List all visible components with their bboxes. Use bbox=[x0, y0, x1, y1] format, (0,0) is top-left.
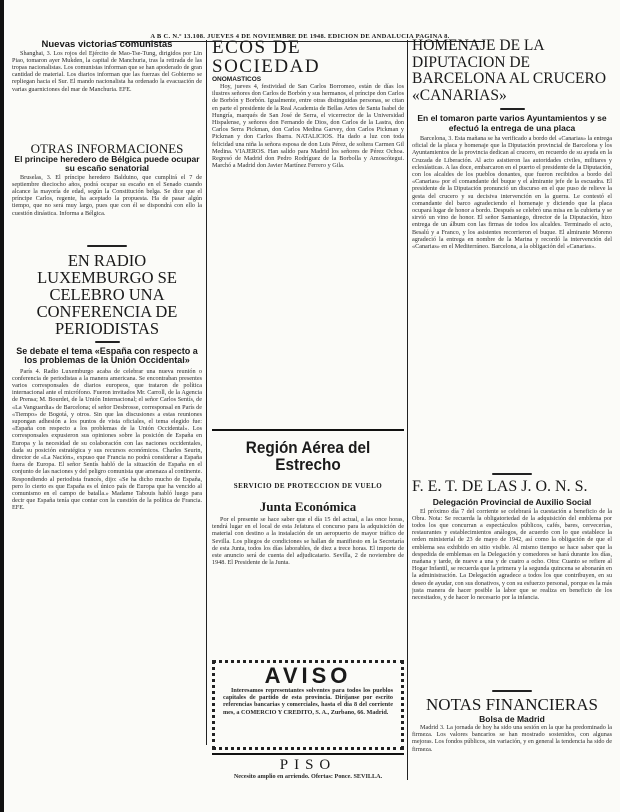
section-kicker: OTRAS INFORMACIONES bbox=[30, 140, 184, 156]
article-body: Shanghai, 3. Los rojos del Ejército de Mao-Tse-Tung, dirigidos por Lin Piao, tomaron ayer Mukden, la capital de Manchuria, tras la retirada de las tropas nacionalistas. Los comunistas informan que se han apoderado de gran cantidad de material. Los diarios informan que las fuerzas del Gobierno se repliegan hacia el Sur. El mando nacionalista ha ordenado la evacuación de varias guarniciones del mar de Manchuria. EFE. bbox=[12, 49, 202, 93]
ad-heading: Junta Económica bbox=[259, 499, 357, 514]
article-subheadline: Se debate el tema «España con respecto a los problemas de la Unión Occidental» bbox=[16, 345, 198, 365]
divider bbox=[212, 753, 404, 755]
article-headline: Nuevas victorias comunistas bbox=[41, 39, 173, 50]
middle-column bbox=[212, 38, 404, 780]
ad-subtitle: SERVICIO DE PROTECCION DE VUELO bbox=[233, 482, 383, 490]
ad-title: Región Aérea del Estrecho bbox=[245, 438, 371, 474]
aviso-ad bbox=[212, 660, 404, 750]
ornament bbox=[492, 690, 532, 692]
divider bbox=[212, 429, 404, 431]
column-rule bbox=[206, 40, 207, 745]
article-headline: El principe heredero de Bélgica puede ocupar su escaño senatorial bbox=[14, 153, 200, 173]
article-body: Hoy, jueves 4, festividad de San Carlos Borromeo, están de días los ilustres señores don Carlos de Borbón y sus hermanos, el príncipe don Carlos de Borbón y Borbón. Igualmente, entre otras distinguidas personas, se citan en parte el presidente de la Real Academia de Bellas Artes de Santa Isabel de Hungría, marqués de San José de Serra, el vicerrector de la Universidad Hispalense, y señores don Fernando de Dios, don Carlos de la Lastra, don Carlos Serra Pickman, don Carlos Medina Garvey, don Carlos Pickman y Pickman y don Carlos Ibarra. NATALICIOS. Ha dado a luz con toda felicidad una niña la señora esposa de don Luis Pérez, de soltera Carmen Gil Medina. VIAJEROS. Han salido para Madrid los señores de Pérez Ochoa. Regresó de Madrid don Pedro Rodríguez de la Borbolla y Amoscótegui. Marchó a Madrid don Javier Martínez Ferrero y Gila. bbox=[212, 83, 404, 170]
column-rule bbox=[407, 40, 408, 780]
article-body: París 4. Radio Luxemburgo acaba de celebrar una nueva reunión o conferencia de periodistas a la manera americana. Se encontraban presentes varios corresponsales de diarios europeos, que trataron de política internacional ante el micrófono. Fueron invitados Mr. Carroll, de la Agencia de Prensa; M. Bourdet, de la Unión Internacional; el señor Carlos Sentís, de «La Vanguardia» de Barcelona; el señor Desbrosse, corresponsal en París de «Tiempo» de Bogotá, y otros. Sin que las discusiones a estas reuniones supongan adhesión a los puntos de vista oficiales, el tema elegido fue: «España con respecto a los problemas de la Unión Occidental». Los corresponsales expusieron sus opiniones sobre la posición de España en Europa y la necesidad de su colaboración con las naciones occidentales, dada su posición estratégica y sus recursos económicos. Charles Seurin, director de «La Nación», expuso que Francia no podrá considerar a España fuera de Europa. El señor Sentís habló de la situación de España en el conjunto de las naciones y del peligro comunista que amenaza al continente. Respondiendo al periodista francés, dijo: «Se ha dicho mucho de España, pero lo cierto es que España es el único país de Europa que ha vencido al comunismo en el campo de batalla.» Madame Tabouis habló luego para decir que España tenía que contar con la cuestión de la política de Francia. EFE. bbox=[12, 367, 202, 512]
ad-title: AVISO bbox=[264, 663, 352, 688]
article-body: Bruselas, 3. El príncipe heredero Balduino, que cumplirá el 7 de septiembre dieciocho años, podrá ocupar su escaño en el Senado cuando alcance la mayoría de edad, según la Constitución belga. Se dice que el príncipe Carlos, regente, ha aceptado la propuesta. Ha de pasar algún tiempo, que no será muy largo, pues que con él se dispondrá con ello la cuestión dinástica. Informa a Bélgica. bbox=[12, 173, 202, 217]
article-headline: EN RADIO LUXEMBURGO SE CELEBRO UNA CONFERENCIA DE PERIODISTAS bbox=[36, 250, 178, 338]
left-column bbox=[12, 40, 202, 808]
section-title: F. E. T. DE LAS J. O. N. S. bbox=[412, 478, 588, 495]
section-title: NOTAS FINANCIERAS bbox=[426, 694, 598, 714]
right-column bbox=[412, 38, 612, 784]
article-headline: Delegación Provincial de Auxilio Social bbox=[432, 497, 592, 507]
article-headline: HOMENAJE DE LA DIPUTACION DE BARCELONA AL CRUCERO «CANARIAS» bbox=[412, 37, 607, 104]
section-title: ECOS DE SOCIEDAD bbox=[212, 37, 321, 77]
ornament bbox=[87, 245, 127, 247]
ad-body: Necesito amplio en arriendo. Ofertas: Ponce. SEVILLA. bbox=[233, 773, 383, 780]
section-kicker: ONOMASTICOS bbox=[212, 76, 262, 83]
ornament bbox=[95, 341, 120, 343]
ad-body: Por el presente se hace saber que el día 15 del actual, a las once horas, tendrá lugar en el local de esta Jefatura el concurso para la adquisición de material con destino a la instalación de un aeropuerto de mayor tráfico de Sevilla. Los pliegos de condiciones se hallan de manifiesto en la Secretaría de esta Junta, todos los días laborables, de diez a trece horas. El importe de este anuncio será de cuenta del adjudicatario. Sevilla, 2 de noviembre de 1948. El Presidente de la Junta. bbox=[212, 516, 404, 567]
page-edge bbox=[0, 0, 4, 812]
article-body: Barcelona, 3. Esta mañana se ha verificado a bordo del «Canarias» la entrega oficial de la placa y homenaje que la Diputación provincial de Barcelona y los Ayuntamientos de la provincia dedican al crucero, en recuerdo de su ayuda en la Cruzada de Liberación. Al acto asistieron las autoridades civiles, militares y eclesiásticas. A las doce, embarcaron en el puerto el presidente de la Diputación, con los alcaldes de los pueblos donantes, que fueron recibidos a bordo del «Canarias» por el comandante del buque y el almirante jefe de la escuadra. El presidente de la Diputación pronunció un discurso en el que puso de relieve la gesta del crucero y su decisiva intervención en la guerra. Le contestó el comandante del barco agradeciendo el homenaje y diciendo que la placa ocupará lugar de honor a bordo. Después se celebró una misa en la cubierta y se sirvió un vino de honor. El señor Samaniego, director de la Diputación, hizo entrega de un álbum con las firmas de todos los alcaldes. Terminado el acto, Besalú y a Franco, y los asistentes recorrieron el buque. El almirante Moreno agradeció la entrega en nombre de la Marina y recordó la intervención del «Canarias» en el Mediterráneo. Barcelona, a la obligación del «Canarias». bbox=[412, 135, 612, 251]
ornament bbox=[500, 108, 525, 110]
article-subheadline: En el tomaron parte varios Ayuntamientos y se efectuó la entrega de una placa bbox=[417, 113, 607, 133]
ad-title: PISO bbox=[279, 757, 337, 773]
article-headline: Bolsa de Madrid bbox=[479, 713, 545, 724]
ad-body: Interesamos representantes solventes para todos los pueblos capitales de partido de esta provincia. Diríjanse por escrito referencias bancarias y comerciales, hasta el día 8 del corriente mes, a COMERCIO Y CREDITO, S. A., Zurbano, 66. Madrid. bbox=[223, 687, 393, 716]
article-body: El próximo día 7 del corriente se celebrará la cuestación a beneficio de la Obra. Nota: Se recuerda la obligatoriedad de la adquisición del emblema por todos los que concurran a espectáculos públicos, cafés, bares, cervecerías, restaurantes y establecimientos análogos, de acuerdo con lo que establece la orden ministerial de 23 de mayo de 1942, así como la obligación de que el emblema sea exhibido en sitio visible. Al mismo tiempo se hace saber que la despedida de emblemas en la Delegación y comedores se hará durante los días, mañana y tarde, de nueve a una y de cuatro a ocho. Otra: Cuanto se refiere al Hogar Infantil, se recuerda que la primera y la segunda quincena se abonarán en la administración. La Delegación agradece a todos los que contribuyen, en su deseo de ayudar, con sus donativos, y con su esfuerzo personal, porque es la más justa manera de hacer posible la labor que se realiza en beneficio de los necesitados, y de hacer lo necesario por la infancia. bbox=[412, 507, 612, 601]
article-body: Madrid 3. La jornada de hoy ha sido una sesión en la que ha predominado la firmeza. Los valores bancarios se han mostrado sostenidos, con algunas mejoras. Los fondos públicos, sin variación, y en general la tendencia ha sido de firmeza. bbox=[412, 724, 612, 753]
running-head: A B C. N.º 13.108. JUEVES 4 DE NOVIEMBRE DE 1948. EDICION DE ANDALUCIA PAGINA 8. bbox=[115, 33, 485, 42]
ornament bbox=[492, 473, 532, 475]
